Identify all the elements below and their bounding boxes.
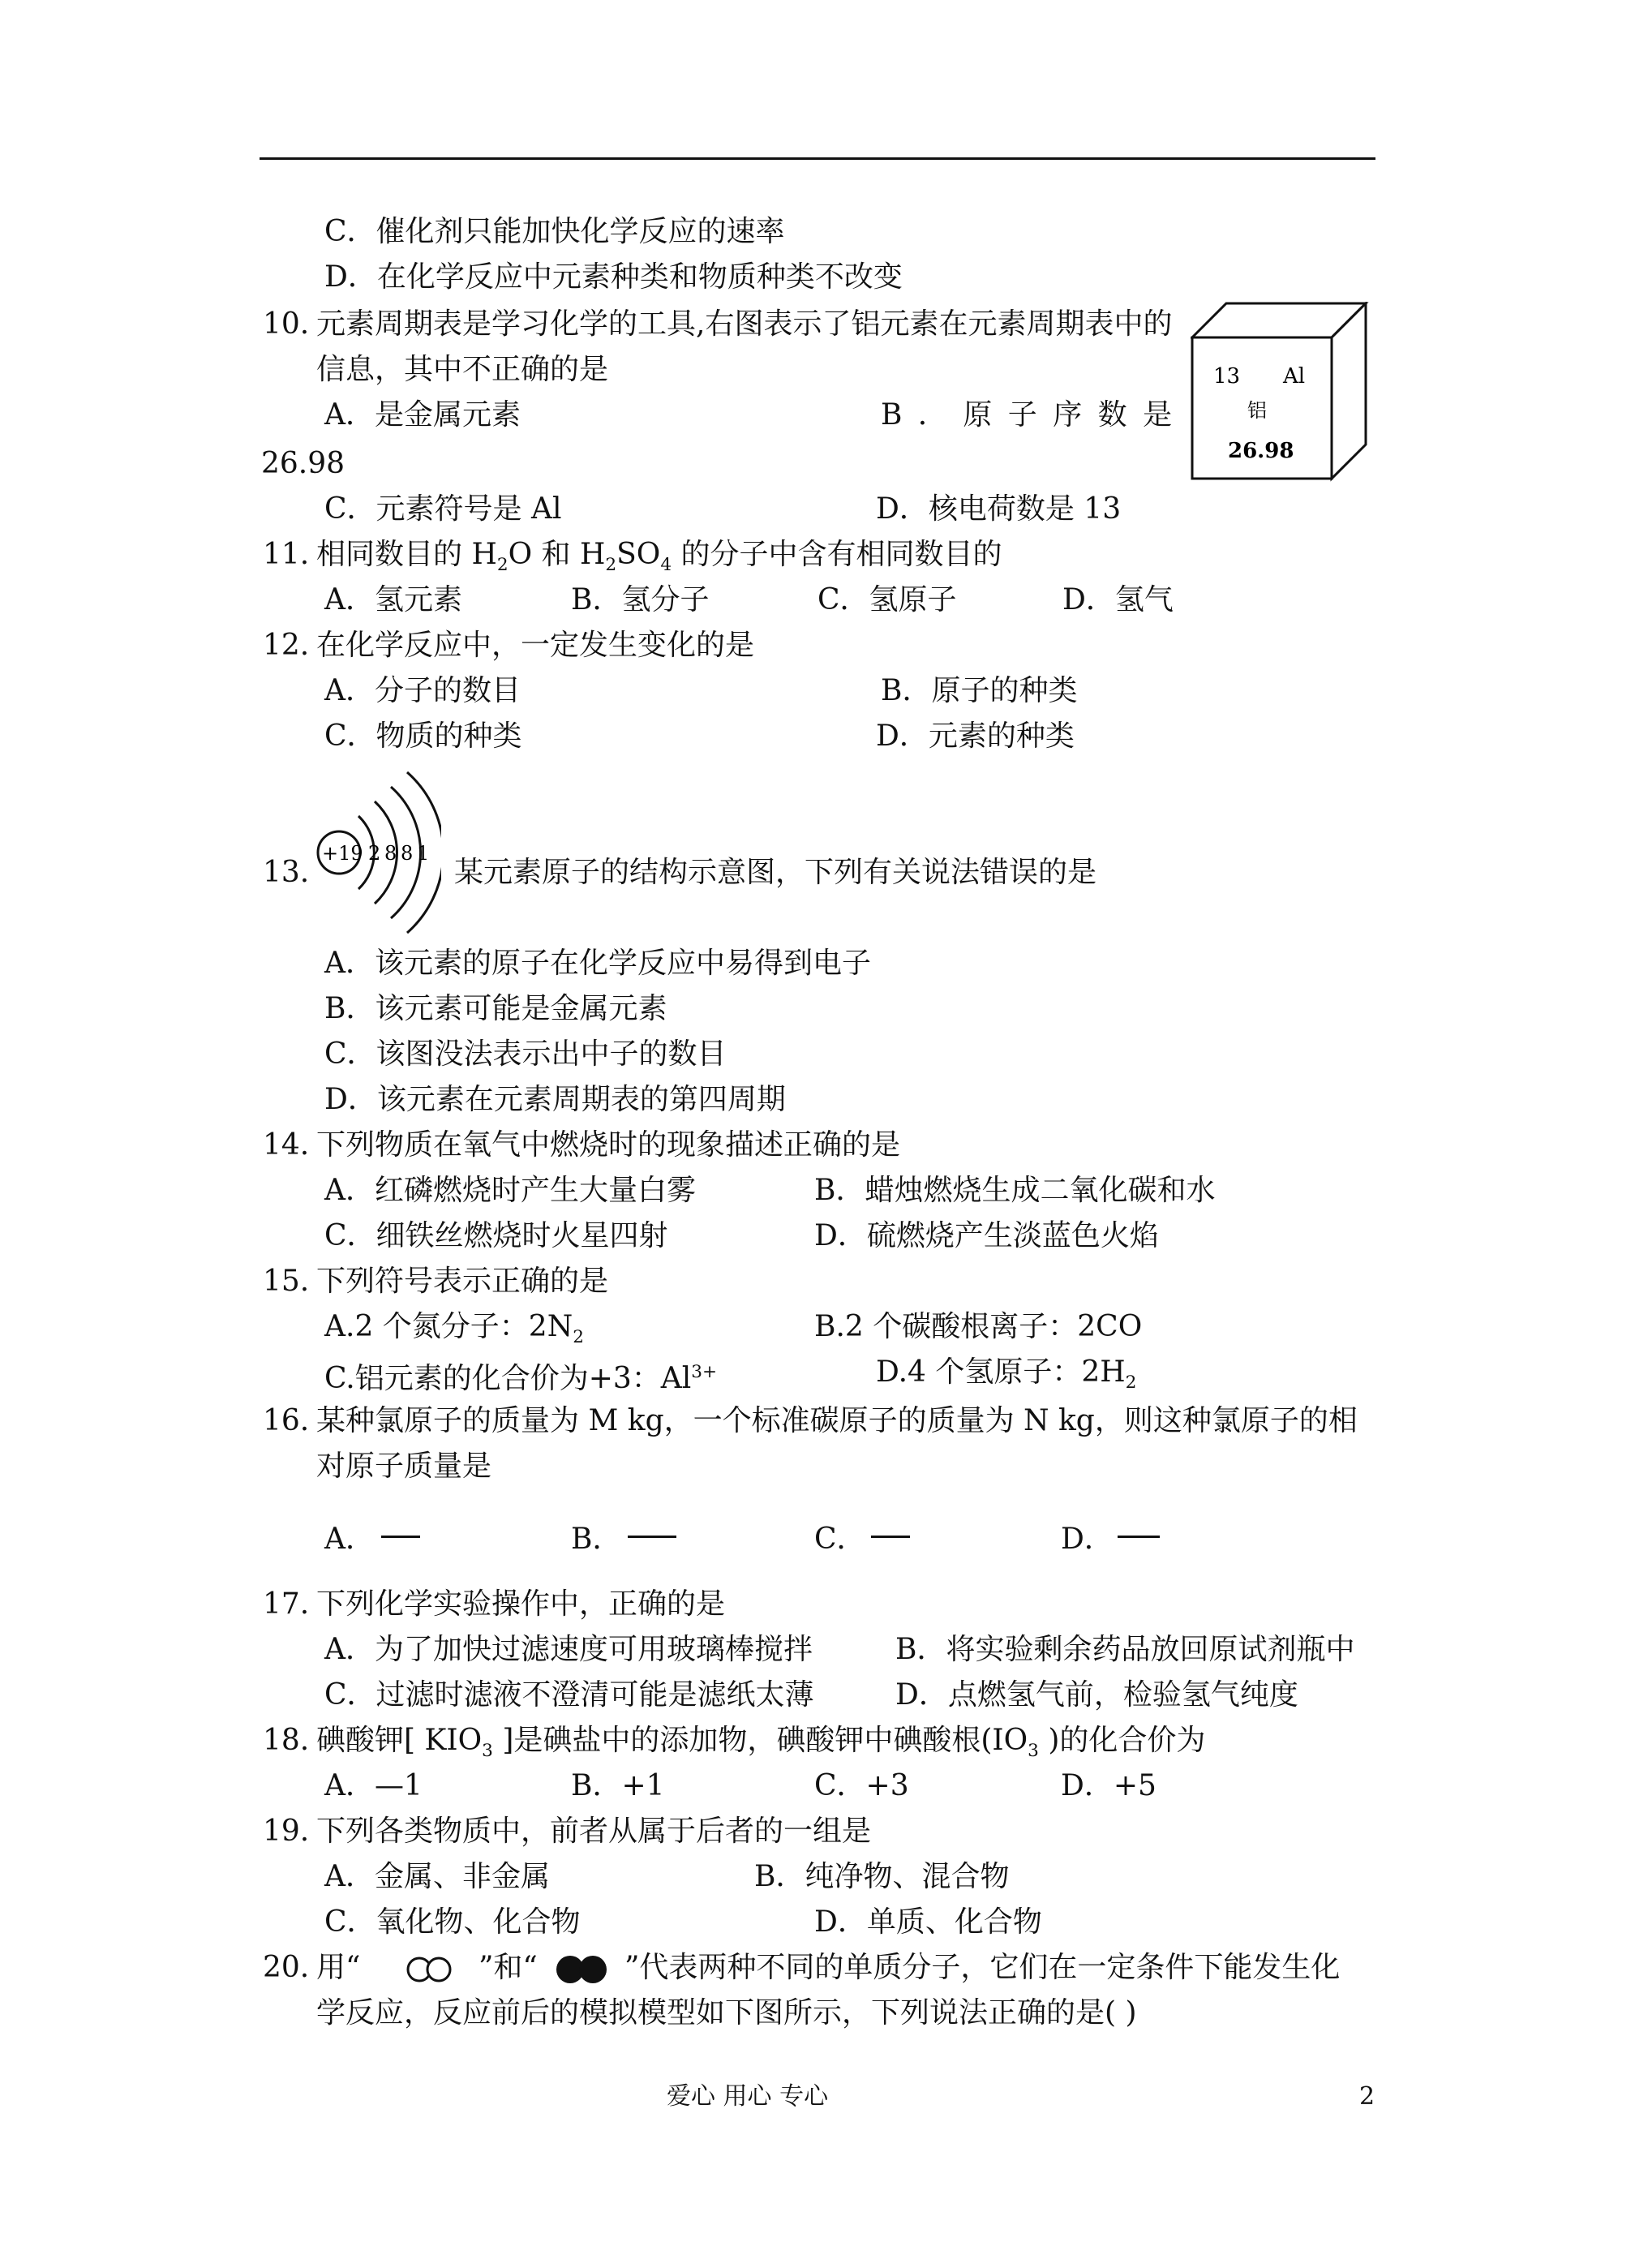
shell-4-electrons: 1 <box>417 842 430 865</box>
q16-option-d-fraction-bar <box>1118 1536 1160 1538</box>
white-molecule-icon <box>397 1955 464 1984</box>
q10-option-b: B ． 原 子 序 数 是 <box>881 398 1176 432</box>
shell-1-electrons: 2 <box>368 842 381 865</box>
q13-number: 13. <box>263 856 310 889</box>
q10-option-d: D．核电荷数是 13 <box>876 492 1122 526</box>
q17-option-d: D．点燃氢气前，检验氢气纯度 <box>895 1678 1298 1712</box>
q20-stem-open: 用“ <box>316 1951 361 1984</box>
q15-option-b: B.2 个碳酸根离子：2CO <box>814 1310 1143 1343</box>
q12-option-b: B．原子的种类 <box>881 674 1078 707</box>
q20-stem-line1-rest: ”代表两种不同的单质分子，它们在一定条件下能发生化 <box>624 1951 1341 1984</box>
q9-option-d: D．在化学反应中元素种类和物质种类不改变 <box>324 260 903 294</box>
q10-stem-line2: 信息，其中不正确的是 <box>316 353 609 386</box>
tile-symbol: Al <box>1283 364 1306 389</box>
q16-number: 16. <box>263 1404 310 1437</box>
q19-option-b: B．纯净物、混合物 <box>754 1860 1010 1893</box>
atomic-structure-diagram <box>311 769 441 936</box>
q13-stem: 某元素原子的结构示意图，下列有关说法错误的是 <box>454 856 1097 889</box>
q20-stem-line2: 学反应，反应前后的模拟模型如下图所示，下列说法正确的是( ) <box>316 1996 1137 2030</box>
q17-stem: 下列化学实验操作中，正确的是 <box>316 1587 726 1621</box>
q14-option-b: B．蜡烛燃烧生成二氧化碳和水 <box>814 1174 1216 1207</box>
q19-option-c: C．氧化物、化合物 <box>324 1905 581 1939</box>
q20-number: 20. <box>263 1951 310 1984</box>
q11-option-b: B．氢分子 <box>571 583 710 616</box>
q18-option-a: A．—1 <box>324 1769 423 1802</box>
q11-stem: 相同数目的 $H_2O$ 和 $H_2SO_4$ 的分子中含有相同数目的 <box>316 538 1002 576</box>
q16-option-a: A． <box>324 1523 375 1556</box>
q13-option-d: D．该元素在元素周期表的第四周期 <box>324 1083 786 1116</box>
q14-stem: 下列物质在氧气中燃烧时的现象描述正确的是 <box>316 1128 901 1162</box>
q19-option-a: A．金属、非金属 <box>324 1860 550 1893</box>
q17-option-c: C．过滤时滤液不澄清可能是滤纸太薄 <box>324 1678 814 1712</box>
tile-atomic-number: 13 <box>1213 364 1241 389</box>
q16-option-d: D． <box>1061 1523 1114 1556</box>
q12-option-c: C．物质的种类 <box>324 719 522 753</box>
q18-stem: 碘酸钾[ $KIO_3$ ]是碘盐中的添加物，碘酸钾中碘酸根($IO_3$ )的化合价为 <box>316 1724 1206 1762</box>
page-number: 2 <box>1359 2082 1375 2111</box>
q16-option-b-fraction-bar <box>628 1536 676 1538</box>
header-rule <box>260 157 1375 160</box>
q11-option-a: A．氢元素 <box>324 583 462 616</box>
q9-option-c: C．催化剂只能加快化学反应的速率 <box>324 215 785 248</box>
q13-option-a: A．该元素的原子在化学反应中易得到电子 <box>324 947 871 980</box>
q13-option-c: C．该图没法表示出中子的数目 <box>324 1037 727 1071</box>
black-molecule-icon <box>548 1953 616 1986</box>
q12-option-d: D．元素的种类 <box>876 719 1075 753</box>
q16-stem-line2: 对原子质量是 <box>316 1450 492 1483</box>
q18-option-d: D．+5 <box>1061 1769 1157 1802</box>
q10-option-a: A．是金属元素 <box>324 398 521 432</box>
q16-option-b: B． <box>571 1523 622 1556</box>
q12-stem: 在化学反应中，一定发生变化的是 <box>316 629 755 662</box>
q18-number: 18. <box>263 1724 310 1757</box>
q19-option-d: D．单质、化合物 <box>814 1905 1042 1939</box>
nucleus-charge: +19 <box>322 842 363 865</box>
q15-option-d: D.4 个氢原子：$2H_2$ <box>876 1355 1137 1394</box>
q14-option-c: C．细铁丝燃烧时火星四射 <box>324 1219 668 1252</box>
q16-option-a-fraction-bar <box>381 1536 420 1538</box>
q11-option-c: C．氢原子 <box>818 583 957 616</box>
q14-option-a: A．红磷燃烧时产生大量白雾 <box>324 1174 696 1207</box>
q18-option-b: B．+1 <box>571 1769 665 1802</box>
footer-motto: 爱心 用心 专心 <box>667 2082 829 2111</box>
q10-number: 10. <box>263 307 310 341</box>
q16-option-c: C． <box>814 1523 866 1556</box>
q20-stem-and: ”和“ <box>478 1951 538 1984</box>
q15-number: 15. <box>263 1265 310 1298</box>
q17-option-a: A．为了加快过滤速度可用玻璃棒搅拌 <box>324 1633 813 1666</box>
q14-number: 14. <box>263 1128 310 1162</box>
q18-option-c: C．+3 <box>814 1769 909 1802</box>
q10-option-c: C．元素符号是 Al <box>324 492 562 526</box>
aluminum-tile-diagram <box>1191 302 1371 482</box>
shell-3-electrons: 8 <box>401 842 414 865</box>
tile-mass: 26.98 <box>1228 439 1294 463</box>
q19-stem: 下列各类物质中，前者从属于后者的一组是 <box>316 1815 872 1848</box>
q13-option-b: B．该元素可能是金属元素 <box>324 992 667 1025</box>
q16-stem-line1: 某种氯原子的质量为 M kg，一个标准碳原子的质量为 N kg，则这种氯原子的相 <box>316 1404 1358 1437</box>
q19-number: 19. <box>263 1815 310 1848</box>
q15-stem: 下列符号表示正确的是 <box>316 1265 609 1298</box>
q11-option-d: D．氢气 <box>1062 583 1174 616</box>
tile-name: 铝 <box>1247 399 1267 422</box>
q15-option-c: C.铝元素的化合价为+3：$Al^{3+}$ <box>324 1362 718 1395</box>
q15-option-a: A.2 个氮分子：$2N_2$ <box>324 1310 584 1348</box>
q17-option-b: B．将实验剩余药品放回原试剂瓶中 <box>895 1633 1355 1666</box>
q11-number: 11. <box>263 538 310 571</box>
q10-stem-line1: 元素周期表是学习化学的工具,右图表示了铝元素在元素周期表中的 <box>316 307 1173 341</box>
shell-2-electrons: 8 <box>384 842 397 865</box>
q17-number: 17. <box>263 1587 310 1621</box>
q16-option-c-fraction-bar <box>871 1536 910 1538</box>
q14-option-d: D．硫燃烧产生淡蓝色火焰 <box>814 1219 1159 1252</box>
q12-number: 12. <box>263 629 310 662</box>
q10-option-b-continued: 26.98 <box>261 447 345 480</box>
q12-option-a: A．分子的数目 <box>324 674 521 707</box>
